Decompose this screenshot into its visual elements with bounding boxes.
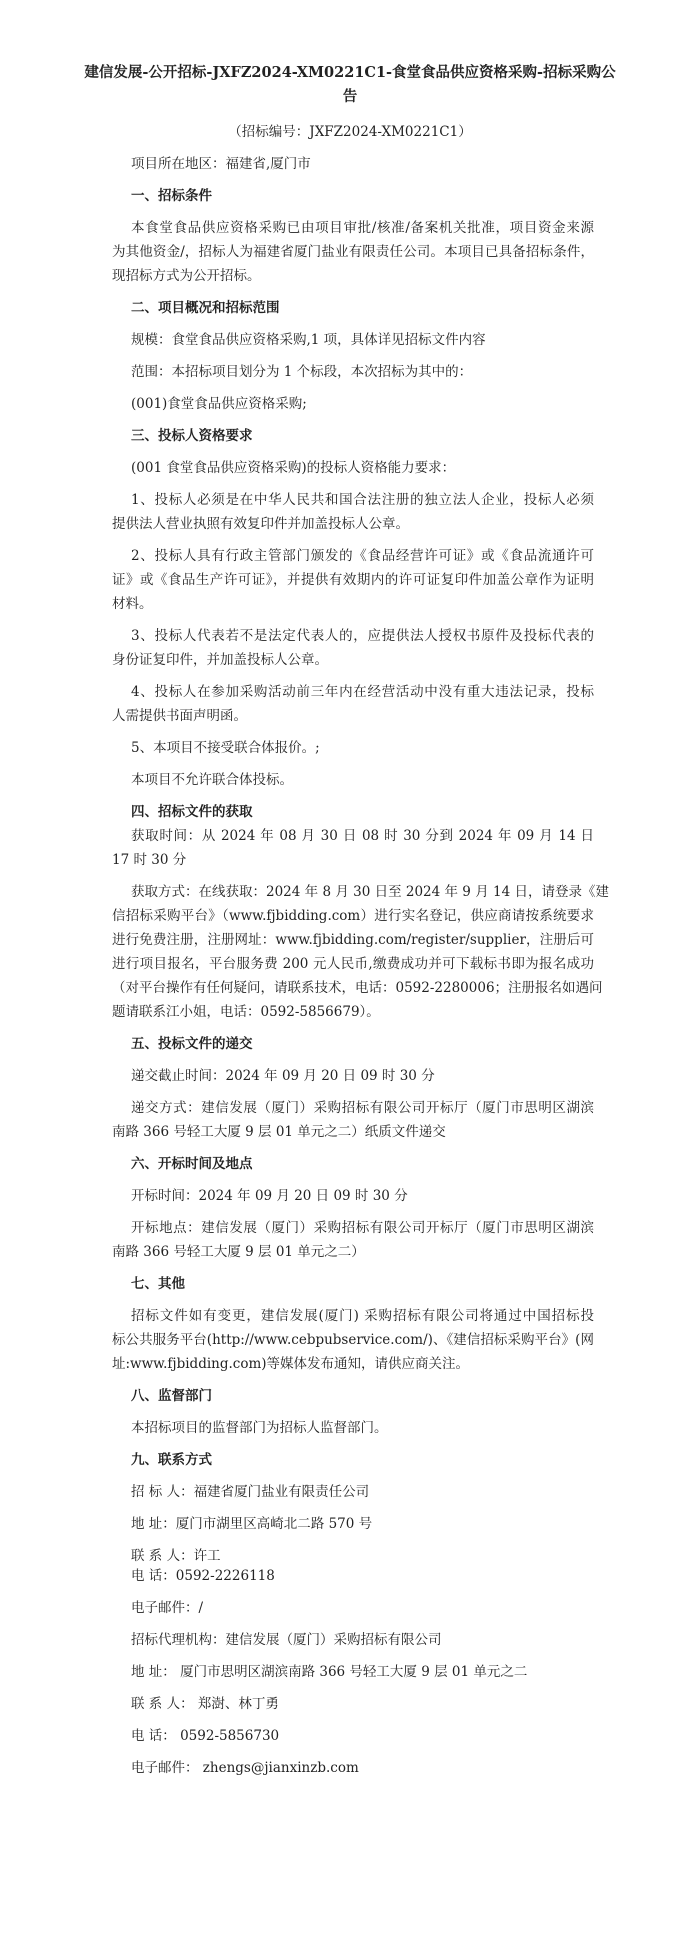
requirement-3-cont: 身份证复印件，并加盖投标人公章。: [112, 652, 328, 668]
paragraph-line: 本食堂食品供应资格采购已由项目审批/核准/备案机关批准，项目资金来源: [131, 220, 594, 236]
submission-method-cont: 南路 366 号轻工大厦 9 层 01 单元之二）纸质文件递交: [112, 1124, 446, 1140]
project-location: 项目所在地区：福建省,厦门市: [131, 156, 311, 172]
obtain-time-cont: 17 时 30 分: [112, 852, 187, 868]
tenderer-address: 地 址：厦门市湖里区高崎北二路 570 号: [131, 1516, 373, 1532]
section-heading-opening: 六、开标时间及地点: [131, 1156, 253, 1172]
tenderer-contact: 联 系 人：许工: [131, 1548, 221, 1564]
section-heading-obtain: 四、招标文件的获取: [131, 804, 253, 820]
obtain-method-end: 题请联系江小姐，电话：0592-5856679）。: [112, 1004, 380, 1020]
requirement-2: 2、投标人具有行政主管部门颁发的《食品经营许可证》或《食品流通许可: [131, 548, 594, 564]
obtain-time: 获取时间：从 2024 年 08 月 30 日 08 时 30 分到 2024 年 09 月 14 日: [131, 828, 594, 844]
obtain-method-line: （对平台操作有任何疑问，请联系技术，电话：0592-2280006；注册报名如遇问: [112, 980, 603, 996]
requirement-2-cont: 证》或《食品生产许可证》，并提供有效期内的许可证复印件加盖公章作为证明: [112, 572, 594, 588]
other-notice-end: 址:www.fjbidding.com)等媒体发布通知，请供应商关注。: [112, 1356, 470, 1372]
requirement-1-cont: 提供法人营业执照有效复印件并加盖投标人公章。: [112, 516, 409, 532]
section-heading-overview: 二、项目概况和招标范围: [131, 300, 280, 316]
obtain-method-line: 进行项目报名，平台服务费 200 元人民币,缴费成功并可下载标书即为报名成功: [112, 956, 594, 972]
paragraph-line: 为其他资金/，招标人为福建省厦门盐业有限责任公司。本项目已具备招标条件，: [112, 244, 594, 260]
project-scale: 规模：食堂食品供应资格采购,1 项，具体详见招标文件内容: [131, 332, 486, 348]
obtain-method-line: 进行免费注册，注册网址：www.fjbidding.com/register/supplier，注册后可: [112, 932, 594, 948]
agency-phone: 电 话： 0592-5856730: [131, 1728, 280, 1744]
submission-deadline: 递交截止时间：2024 年 09 月 20 日 09 时 30 分: [131, 1068, 435, 1084]
section-heading-conditions: 一、招标条件: [131, 188, 212, 204]
tenderer-phone: 电 话：0592-2226118: [131, 1568, 275, 1584]
section-heading-other: 七、其他: [131, 1276, 185, 1292]
requirement-1: 1、投标人必须是在中华人民共和国合法注册的独立法人企业，投标人必须: [131, 492, 594, 508]
other-notice: 招标文件如有变更，建信发展(厦门) 采购招标有限公司将通过中国招标投: [131, 1308, 594, 1324]
supervision-text: 本招标项目的监督部门为招标人监督部门。: [131, 1420, 388, 1436]
agency-email: 电子邮件： zhengs@jianxinzb.com: [131, 1760, 359, 1776]
obtain-method-line: 信招标采购平台》（www.fjbidding.com）进行实名登记，供应商请按系统要求: [112, 908, 594, 924]
requirement-4-cont: 人需提供书面声明函。: [112, 708, 247, 724]
doc-title: 建信发展-公开招标-JXFZ2024-XM0221C1-食堂食品供应资格采购-招标采购公: [84, 64, 616, 81]
section-heading-supervision: 八、监督部门: [131, 1388, 212, 1404]
project-range: 范围：本招标项目划分为 1 个标段，本次招标为其中的：: [131, 364, 473, 380]
requirement-6: 本项目不允许联合体投标。: [131, 772, 293, 788]
opening-place: 开标地点：建信发展（厦门）采购招标有限公司开标厅（厦门市思明区湖滨: [131, 1220, 594, 1236]
opening-time: 开标时间：2024 年 09 月 20 日 09 时 30 分: [131, 1188, 408, 1204]
agency-name: 招标代理机构：建信发展（厦门）采购招标有限公司: [131, 1632, 442, 1648]
section-heading-contact: 九、联系方式: [131, 1452, 212, 1468]
paragraph-line: 现招标方式为公开招标。: [112, 268, 261, 284]
section-heading-submission: 五、投标文件的递交: [131, 1036, 253, 1052]
agency-contact: 联 系 人： 郑澍、林丁勇: [131, 1696, 279, 1712]
obtain-method: 获取方式：在线获取：2024 年 8 月 30 日至 2024 年 9 月 14 日，请登录《建: [131, 884, 609, 900]
project-lot: (001)食堂食品供应资格采购;: [131, 396, 307, 412]
requirement-4: 4、投标人在参加采购活动前三年内在经营活动中没有重大违法记录，投标: [131, 684, 594, 700]
opening-place-cont: 南路 366 号轻工大厦 9 层 01 单元之二）: [112, 1244, 365, 1260]
other-notice-line: 标公共服务平台(http://www.cebpubservice.com/)、《建信招标采购平台》(网: [112, 1332, 594, 1348]
tenderer-email: 电子邮件：/: [131, 1600, 204, 1616]
tenderer-name: 招 标 人：福建省厦门盐业有限责任公司: [131, 1484, 370, 1500]
qualification-intro: (001 食堂食品供应资格采购)的投标人资格能力要求：: [131, 460, 456, 476]
requirement-2-end: 材料。: [112, 596, 153, 612]
doc-title-cont: 告: [342, 88, 358, 105]
requirement-5: 5、本项目不接受联合体报价。;: [131, 740, 320, 756]
requirement-3: 3、投标人代表若不是法定代表人的，应提供法人授权书原件及投标代表的: [131, 628, 594, 644]
section-heading-qualifications: 三、投标人资格要求: [131, 428, 253, 444]
submission-method: 递交方式：建信发展（厦门）采购招标有限公司开标厅（厦门市思明区湖滨: [131, 1100, 594, 1116]
agency-address: 地 址： 厦门市思明区湖滨南路 366 号轻工大厦 9 层 01 单元之二: [131, 1664, 528, 1680]
bid-number: （招标编号：JXFZ2024-XM0221C1）: [228, 124, 472, 140]
